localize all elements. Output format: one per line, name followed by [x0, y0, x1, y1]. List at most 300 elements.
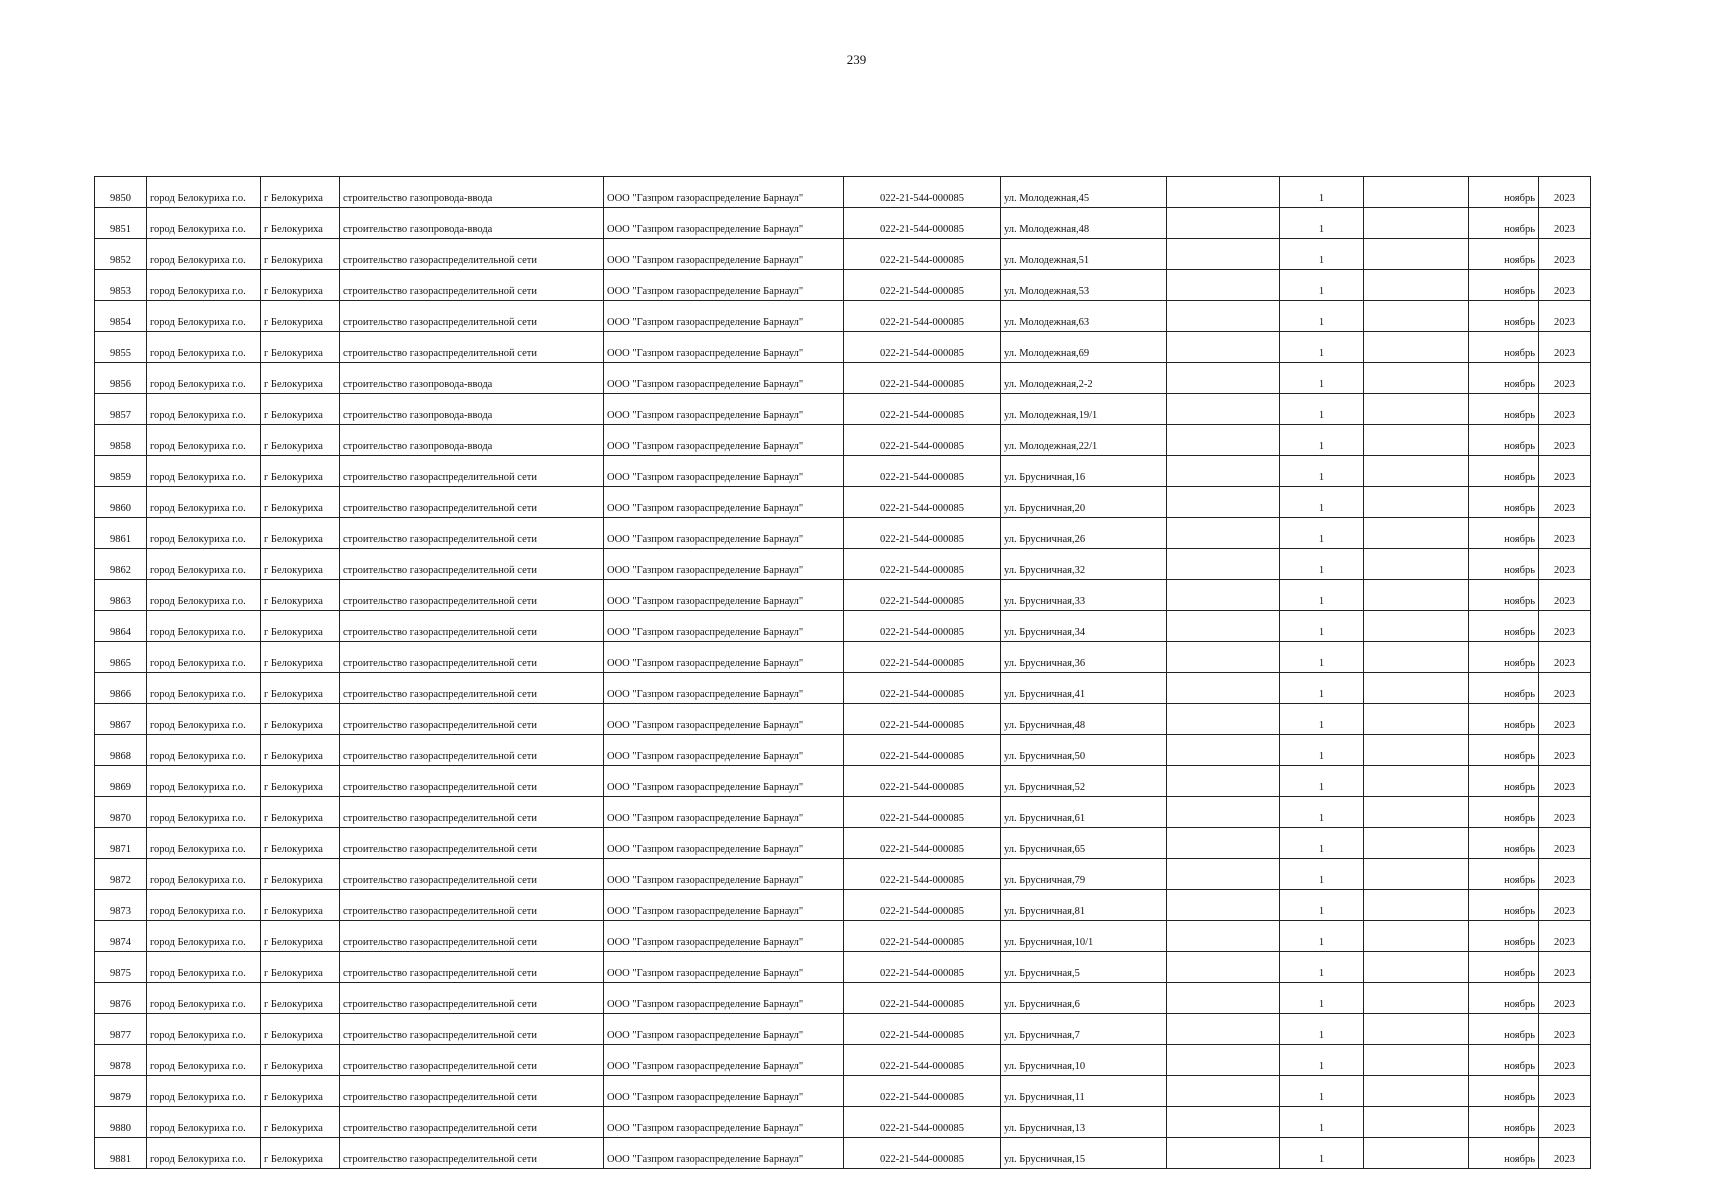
row-number-cell: 9867	[95, 704, 147, 735]
address-cell: ул. Брусничная,15	[1001, 1138, 1167, 1169]
empty-cell	[1364, 1014, 1469, 1045]
quantity-cell: 1	[1280, 1107, 1364, 1138]
empty-cell	[1167, 208, 1280, 239]
organization-cell: ООО "Газпром газораспределение Барнаул"	[604, 487, 844, 518]
table-row	[95, 487, 1591, 518]
locality-cell: г Белокуриха	[261, 828, 340, 859]
municipality-cell: город Белокуриха г.о.	[147, 301, 261, 332]
empty-cell	[1167, 673, 1280, 704]
locality-cell: г Белокуриха	[261, 456, 340, 487]
quantity-cell: 1	[1280, 952, 1364, 983]
organization-cell: ООО "Газпром газораспределение Барнаул"	[604, 859, 844, 890]
empty-cell	[1364, 332, 1469, 363]
year-cell: 2023	[1539, 797, 1591, 828]
table-row	[95, 363, 1591, 394]
row-number-cell: 9876	[95, 983, 147, 1014]
program-code-cell: 022-21-544-000085	[844, 456, 1001, 487]
municipality-cell: город Белокуриха г.о.	[147, 704, 261, 735]
table-row	[95, 580, 1591, 611]
year-cell: 2023	[1539, 425, 1591, 456]
locality-cell: г Белокуриха	[261, 797, 340, 828]
year-cell: 2023	[1539, 828, 1591, 859]
program-code-cell: 022-21-544-000085	[844, 425, 1001, 456]
organization-cell: ООО "Газпром газораспределение Барнаул"	[604, 921, 844, 952]
empty-cell	[1364, 983, 1469, 1014]
program-code-cell: 022-21-544-000085	[844, 611, 1001, 642]
empty-cell	[1167, 1076, 1280, 1107]
locality-cell: г Белокуриха	[261, 208, 340, 239]
empty-cell	[1167, 239, 1280, 270]
row-number-cell: 9861	[95, 518, 147, 549]
work-type-cell: строительство газопровода-ввода	[340, 363, 604, 394]
work-type-cell: строительство газораспределительной сети	[340, 673, 604, 704]
address-cell: ул. Брусничная,6	[1001, 983, 1167, 1014]
address-cell: ул. Брусничная,26	[1001, 518, 1167, 549]
organization-cell: ООО "Газпром газораспределение Барнаул"	[604, 270, 844, 301]
work-type-cell: строительство газораспределительной сети	[340, 766, 604, 797]
address-cell: ул. Брусничная,10	[1001, 1045, 1167, 1076]
month-cell: ноябрь	[1469, 673, 1539, 704]
table-row	[95, 208, 1591, 239]
year-cell: 2023	[1539, 735, 1591, 766]
empty-cell	[1167, 797, 1280, 828]
organization-cell: ООО "Газпром газораспределение Барнаул"	[604, 1138, 844, 1169]
municipality-cell: город Белокуриха г.о.	[147, 208, 261, 239]
row-number-cell: 9870	[95, 797, 147, 828]
quantity-cell: 1	[1280, 1014, 1364, 1045]
table-row	[95, 549, 1591, 580]
page-number: 239	[846, 52, 867, 67]
quantity-cell: 1	[1280, 301, 1364, 332]
organization-cell: ООО "Газпром газораспределение Барнаул"	[604, 1045, 844, 1076]
year-cell: 2023	[1539, 487, 1591, 518]
work-type-cell: строительство газораспределительной сети	[340, 859, 604, 890]
work-type-cell: строительство газораспределительной сети	[340, 921, 604, 952]
year-cell: 2023	[1539, 301, 1591, 332]
empty-cell	[1167, 1014, 1280, 1045]
municipality-cell: город Белокуриха г.о.	[147, 363, 261, 394]
table-row	[95, 270, 1591, 301]
month-cell: ноябрь	[1469, 828, 1539, 859]
quantity-cell: 1	[1280, 890, 1364, 921]
quantity-cell: 1	[1280, 332, 1364, 363]
month-cell: ноябрь	[1469, 1045, 1539, 1076]
quantity-cell: 1	[1280, 1138, 1364, 1169]
address-cell: ул. Брусничная,32	[1001, 549, 1167, 580]
empty-cell	[1364, 1045, 1469, 1076]
organization-cell: ООО "Газпром газораспределение Барнаул"	[604, 1014, 844, 1045]
month-cell: ноябрь	[1469, 797, 1539, 828]
empty-cell	[1167, 518, 1280, 549]
organization-cell: ООО "Газпром газораспределение Барнаул"	[604, 797, 844, 828]
municipality-cell: город Белокуриха г.о.	[147, 518, 261, 549]
address-cell: ул. Брусничная,48	[1001, 704, 1167, 735]
empty-cell	[1364, 921, 1469, 952]
address-cell: ул. Брусничная,50	[1001, 735, 1167, 766]
table-row	[95, 394, 1591, 425]
municipality-cell: город Белокуриха г.о.	[147, 239, 261, 270]
empty-cell	[1364, 797, 1469, 828]
year-cell: 2023	[1539, 208, 1591, 239]
municipality-cell: город Белокуриха г.о.	[147, 332, 261, 363]
empty-cell	[1167, 921, 1280, 952]
year-cell: 2023	[1539, 239, 1591, 270]
program-code-cell: 022-21-544-000085	[844, 270, 1001, 301]
organization-cell: ООО "Газпром газораспределение Барнаул"	[604, 704, 844, 735]
municipality-cell: город Белокуриха г.о.	[147, 766, 261, 797]
work-type-cell: строительство газораспределительной сети	[340, 642, 604, 673]
program-code-cell: 022-21-544-000085	[844, 673, 1001, 704]
quantity-cell: 1	[1280, 363, 1364, 394]
empty-cell	[1364, 270, 1469, 301]
empty-cell	[1364, 1076, 1469, 1107]
municipality-cell: город Белокуриха г.о.	[147, 952, 261, 983]
work-type-cell: строительство газораспределительной сети	[340, 580, 604, 611]
organization-cell: ООО "Газпром газораспределение Барнаул"	[604, 766, 844, 797]
work-type-cell: строительство газораспределительной сети	[340, 704, 604, 735]
quantity-cell: 1	[1280, 208, 1364, 239]
municipality-cell: город Белокуриха г.о.	[147, 673, 261, 704]
locality-cell: г Белокуриха	[261, 332, 340, 363]
empty-cell	[1167, 332, 1280, 363]
row-number-cell: 9864	[95, 611, 147, 642]
empty-cell	[1364, 208, 1469, 239]
organization-cell: ООО "Газпром газораспределение Барнаул"	[604, 549, 844, 580]
quantity-cell: 1	[1280, 673, 1364, 704]
month-cell: ноябрь	[1469, 1138, 1539, 1169]
month-cell: ноябрь	[1469, 456, 1539, 487]
empty-cell	[1364, 239, 1469, 270]
table-row	[95, 983, 1591, 1014]
row-number-cell: 9852	[95, 239, 147, 270]
registry-rows	[95, 177, 1591, 1169]
year-cell: 2023	[1539, 859, 1591, 890]
row-number-cell: 9851	[95, 208, 147, 239]
municipality-cell: город Белокуриха г.о.	[147, 983, 261, 1014]
table-row	[95, 921, 1591, 952]
locality-cell: г Белокуриха	[261, 177, 340, 208]
work-type-cell: строительство газопровода-ввода	[340, 208, 604, 239]
empty-cell	[1167, 425, 1280, 456]
quantity-cell: 1	[1280, 1045, 1364, 1076]
work-type-cell: строительство газораспределительной сети	[340, 797, 604, 828]
work-type-cell: строительство газораспределительной сети	[340, 735, 604, 766]
empty-cell	[1167, 177, 1280, 208]
month-cell: ноябрь	[1469, 363, 1539, 394]
empty-cell	[1167, 549, 1280, 580]
organization-cell: ООО "Газпром газораспределение Барнаул"	[604, 580, 844, 611]
empty-cell	[1364, 766, 1469, 797]
locality-cell: г Белокуриха	[261, 766, 340, 797]
quantity-cell: 1	[1280, 425, 1364, 456]
empty-cell	[1167, 1107, 1280, 1138]
empty-cell	[1167, 952, 1280, 983]
month-cell: ноябрь	[1469, 859, 1539, 890]
table-row	[95, 332, 1591, 363]
address-cell: ул. Молодежная,48	[1001, 208, 1167, 239]
program-code-cell: 022-21-544-000085	[844, 983, 1001, 1014]
address-cell: ул. Брусничная,20	[1001, 487, 1167, 518]
year-cell: 2023	[1539, 673, 1591, 704]
empty-cell	[1167, 735, 1280, 766]
program-code-cell: 022-21-544-000085	[844, 239, 1001, 270]
quantity-cell: 1	[1280, 487, 1364, 518]
locality-cell: г Белокуриха	[261, 983, 340, 1014]
year-cell: 2023	[1539, 611, 1591, 642]
municipality-cell: город Белокуриха г.о.	[147, 642, 261, 673]
work-type-cell: строительство газораспределительной сети	[340, 518, 604, 549]
work-type-cell: строительство газораспределительной сети	[340, 239, 604, 270]
quantity-cell: 1	[1280, 828, 1364, 859]
organization-cell: ООО "Газпром газораспределение Барнаул"	[604, 518, 844, 549]
organization-cell: ООО "Газпром газораспределение Барнаул"	[604, 301, 844, 332]
address-cell: ул. Молодежная,63	[1001, 301, 1167, 332]
empty-cell	[1167, 890, 1280, 921]
empty-cell	[1167, 704, 1280, 735]
locality-cell: г Белокуриха	[261, 1014, 340, 1045]
work-type-cell: строительство газораспределительной сети	[340, 983, 604, 1014]
program-code-cell: 022-21-544-000085	[844, 735, 1001, 766]
year-cell: 2023	[1539, 1107, 1591, 1138]
table-row	[95, 704, 1591, 735]
program-code-cell: 022-21-544-000085	[844, 580, 1001, 611]
address-cell: ул. Молодежная,51	[1001, 239, 1167, 270]
table-row	[95, 642, 1591, 673]
address-cell: ул. Брусничная,79	[1001, 859, 1167, 890]
year-cell: 2023	[1539, 394, 1591, 425]
empty-cell	[1364, 177, 1469, 208]
empty-cell	[1364, 673, 1469, 704]
work-type-cell: строительство газораспределительной сети	[340, 301, 604, 332]
year-cell: 2023	[1539, 983, 1591, 1014]
year-cell: 2023	[1539, 1076, 1591, 1107]
organization-cell: ООО "Газпром газораспределение Барнаул"	[604, 394, 844, 425]
row-number-cell: 9879	[95, 1076, 147, 1107]
month-cell: ноябрь	[1469, 332, 1539, 363]
empty-cell	[1167, 301, 1280, 332]
address-cell: ул. Молодежная,69	[1001, 332, 1167, 363]
row-number-cell: 9871	[95, 828, 147, 859]
table-row	[95, 828, 1591, 859]
locality-cell: г Белокуриха	[261, 735, 340, 766]
municipality-cell: город Белокуриха г.о.	[147, 487, 261, 518]
table-row	[95, 859, 1591, 890]
work-type-cell: строительство газораспределительной сети	[340, 456, 604, 487]
month-cell: ноябрь	[1469, 766, 1539, 797]
address-cell: ул. Брусничная,7	[1001, 1014, 1167, 1045]
month-cell: ноябрь	[1469, 735, 1539, 766]
year-cell: 2023	[1539, 456, 1591, 487]
empty-cell	[1364, 518, 1469, 549]
locality-cell: г Белокуриха	[261, 921, 340, 952]
row-number-cell: 9875	[95, 952, 147, 983]
municipality-cell: город Белокуриха г.о.	[147, 456, 261, 487]
locality-cell: г Белокуриха	[261, 518, 340, 549]
address-cell: ул. Брусничная,34	[1001, 611, 1167, 642]
program-code-cell: 022-21-544-000085	[844, 177, 1001, 208]
empty-cell	[1364, 704, 1469, 735]
table-row	[95, 766, 1591, 797]
row-number-cell: 9868	[95, 735, 147, 766]
row-number-cell: 9877	[95, 1014, 147, 1045]
row-number-cell: 9862	[95, 549, 147, 580]
work-type-cell: строительство газораспределительной сети	[340, 332, 604, 363]
program-code-cell: 022-21-544-000085	[844, 766, 1001, 797]
registry-table	[94, 176, 1591, 1169]
municipality-cell: город Белокуриха г.о.	[147, 828, 261, 859]
program-code-cell: 022-21-544-000085	[844, 1045, 1001, 1076]
work-type-cell: строительство газопровода-ввода	[340, 425, 604, 456]
empty-cell	[1364, 642, 1469, 673]
program-code-cell: 022-21-544-000085	[844, 642, 1001, 673]
empty-cell	[1167, 487, 1280, 518]
month-cell: ноябрь	[1469, 239, 1539, 270]
month-cell: ноябрь	[1469, 425, 1539, 456]
month-cell: ноябрь	[1469, 921, 1539, 952]
row-number-cell: 9863	[95, 580, 147, 611]
work-type-cell: строительство газораспределительной сети	[340, 487, 604, 518]
municipality-cell: город Белокуриха г.о.	[147, 890, 261, 921]
program-code-cell: 022-21-544-000085	[844, 797, 1001, 828]
empty-cell	[1364, 859, 1469, 890]
work-type-cell: строительство газораспределительной сети	[340, 270, 604, 301]
quantity-cell: 1	[1280, 1076, 1364, 1107]
work-type-cell: строительство газораспределительной сети	[340, 1045, 604, 1076]
work-type-cell: строительство газораспределительной сети	[340, 890, 604, 921]
municipality-cell: город Белокуриха г.о.	[147, 921, 261, 952]
program-code-cell: 022-21-544-000085	[844, 1107, 1001, 1138]
row-number-cell: 9856	[95, 363, 147, 394]
municipality-cell: город Белокуриха г.о.	[147, 797, 261, 828]
empty-cell	[1364, 301, 1469, 332]
organization-cell: ООО "Газпром газораспределение Барнаул"	[604, 332, 844, 363]
empty-cell	[1364, 394, 1469, 425]
month-cell: ноябрь	[1469, 952, 1539, 983]
locality-cell: г Белокуриха	[261, 611, 340, 642]
municipality-cell: город Белокуриха г.о.	[147, 1045, 261, 1076]
municipality-cell: город Белокуриха г.о.	[147, 859, 261, 890]
address-cell: ул. Молодежная,53	[1001, 270, 1167, 301]
program-code-cell: 022-21-544-000085	[844, 859, 1001, 890]
locality-cell: г Белокуриха	[261, 239, 340, 270]
table-row	[95, 1138, 1591, 1169]
month-cell: ноябрь	[1469, 301, 1539, 332]
locality-cell: г Белокуриха	[261, 642, 340, 673]
address-cell: ул. Брусничная,65	[1001, 828, 1167, 859]
organization-cell: ООО "Газпром газораспределение Барнаул"	[604, 425, 844, 456]
row-number-cell: 9858	[95, 425, 147, 456]
program-code-cell: 022-21-544-000085	[844, 704, 1001, 735]
row-number-cell: 9855	[95, 332, 147, 363]
municipality-cell: город Белокуриха г.о.	[147, 425, 261, 456]
year-cell: 2023	[1539, 1014, 1591, 1045]
month-cell: ноябрь	[1469, 208, 1539, 239]
year-cell: 2023	[1539, 642, 1591, 673]
empty-cell	[1364, 487, 1469, 518]
year-cell: 2023	[1539, 363, 1591, 394]
quantity-cell: 1	[1280, 921, 1364, 952]
quantity-cell: 1	[1280, 983, 1364, 1014]
empty-cell	[1364, 828, 1469, 859]
row-number-cell: 9853	[95, 270, 147, 301]
organization-cell: ООО "Газпром газораспределение Барнаул"	[604, 952, 844, 983]
year-cell: 2023	[1539, 549, 1591, 580]
year-cell: 2023	[1539, 332, 1591, 363]
month-cell: ноябрь	[1469, 611, 1539, 642]
table-row	[95, 456, 1591, 487]
program-code-cell: 022-21-544-000085	[844, 952, 1001, 983]
table-row	[95, 1076, 1591, 1107]
work-type-cell: строительство газораспределительной сети	[340, 549, 604, 580]
organization-cell: ООО "Газпром газораспределение Барнаул"	[604, 208, 844, 239]
locality-cell: г Белокуриха	[261, 487, 340, 518]
program-code-cell: 022-21-544-000085	[844, 208, 1001, 239]
municipality-cell: город Белокуриха г.о.	[147, 1076, 261, 1107]
table-row	[95, 673, 1591, 704]
quantity-cell: 1	[1280, 270, 1364, 301]
address-cell: ул. Молодежная,2-2	[1001, 363, 1167, 394]
table-row	[95, 425, 1591, 456]
table-row	[95, 1107, 1591, 1138]
row-number-cell: 9860	[95, 487, 147, 518]
organization-cell: ООО "Газпром газораспределение Барнаул"	[604, 611, 844, 642]
municipality-cell: город Белокуриха г.о.	[147, 1138, 261, 1169]
program-code-cell: 022-21-544-000085	[844, 332, 1001, 363]
work-type-cell: строительство газораспределительной сети	[340, 1138, 604, 1169]
row-number-cell: 9854	[95, 301, 147, 332]
empty-cell	[1167, 1138, 1280, 1169]
year-cell: 2023	[1539, 704, 1591, 735]
table-row	[95, 890, 1591, 921]
municipality-cell: город Белокуриха г.о.	[147, 611, 261, 642]
municipality-cell: город Белокуриха г.о.	[147, 580, 261, 611]
row-number-cell: 9874	[95, 921, 147, 952]
table-row	[95, 797, 1591, 828]
program-code-cell: 022-21-544-000085	[844, 518, 1001, 549]
table-row	[95, 735, 1591, 766]
empty-cell	[1364, 363, 1469, 394]
locality-cell: г Белокуриха	[261, 580, 340, 611]
quantity-cell: 1	[1280, 239, 1364, 270]
empty-cell	[1364, 735, 1469, 766]
program-code-cell: 022-21-544-000085	[844, 1138, 1001, 1169]
program-code-cell: 022-21-544-000085	[844, 487, 1001, 518]
month-cell: ноябрь	[1469, 394, 1539, 425]
address-cell: ул. Брусничная,52	[1001, 766, 1167, 797]
month-cell: ноябрь	[1469, 177, 1539, 208]
municipality-cell: город Белокуриха г.о.	[147, 735, 261, 766]
empty-cell	[1167, 642, 1280, 673]
empty-cell	[1167, 611, 1280, 642]
year-cell: 2023	[1539, 580, 1591, 611]
month-cell: ноябрь	[1469, 983, 1539, 1014]
organization-cell: ООО "Газпром газораспределение Барнаул"	[604, 363, 844, 394]
work-type-cell: строительство газопровода-ввода	[340, 394, 604, 425]
address-cell: ул. Брусничная,13	[1001, 1107, 1167, 1138]
organization-cell: ООО "Газпром газораспределение Барнаул"	[604, 983, 844, 1014]
locality-cell: г Белокуриха	[261, 704, 340, 735]
program-code-cell: 022-21-544-000085	[844, 828, 1001, 859]
month-cell: ноябрь	[1469, 1076, 1539, 1107]
program-code-cell: 022-21-544-000085	[844, 394, 1001, 425]
address-cell: ул. Брусничная,41	[1001, 673, 1167, 704]
program-code-cell: 022-21-544-000085	[844, 549, 1001, 580]
municipality-cell: город Белокуриха г.о.	[147, 1014, 261, 1045]
address-cell: ул. Молодежная,22/1	[1001, 425, 1167, 456]
locality-cell: г Белокуриха	[261, 1045, 340, 1076]
table-row	[95, 1014, 1591, 1045]
program-code-cell: 022-21-544-000085	[844, 301, 1001, 332]
